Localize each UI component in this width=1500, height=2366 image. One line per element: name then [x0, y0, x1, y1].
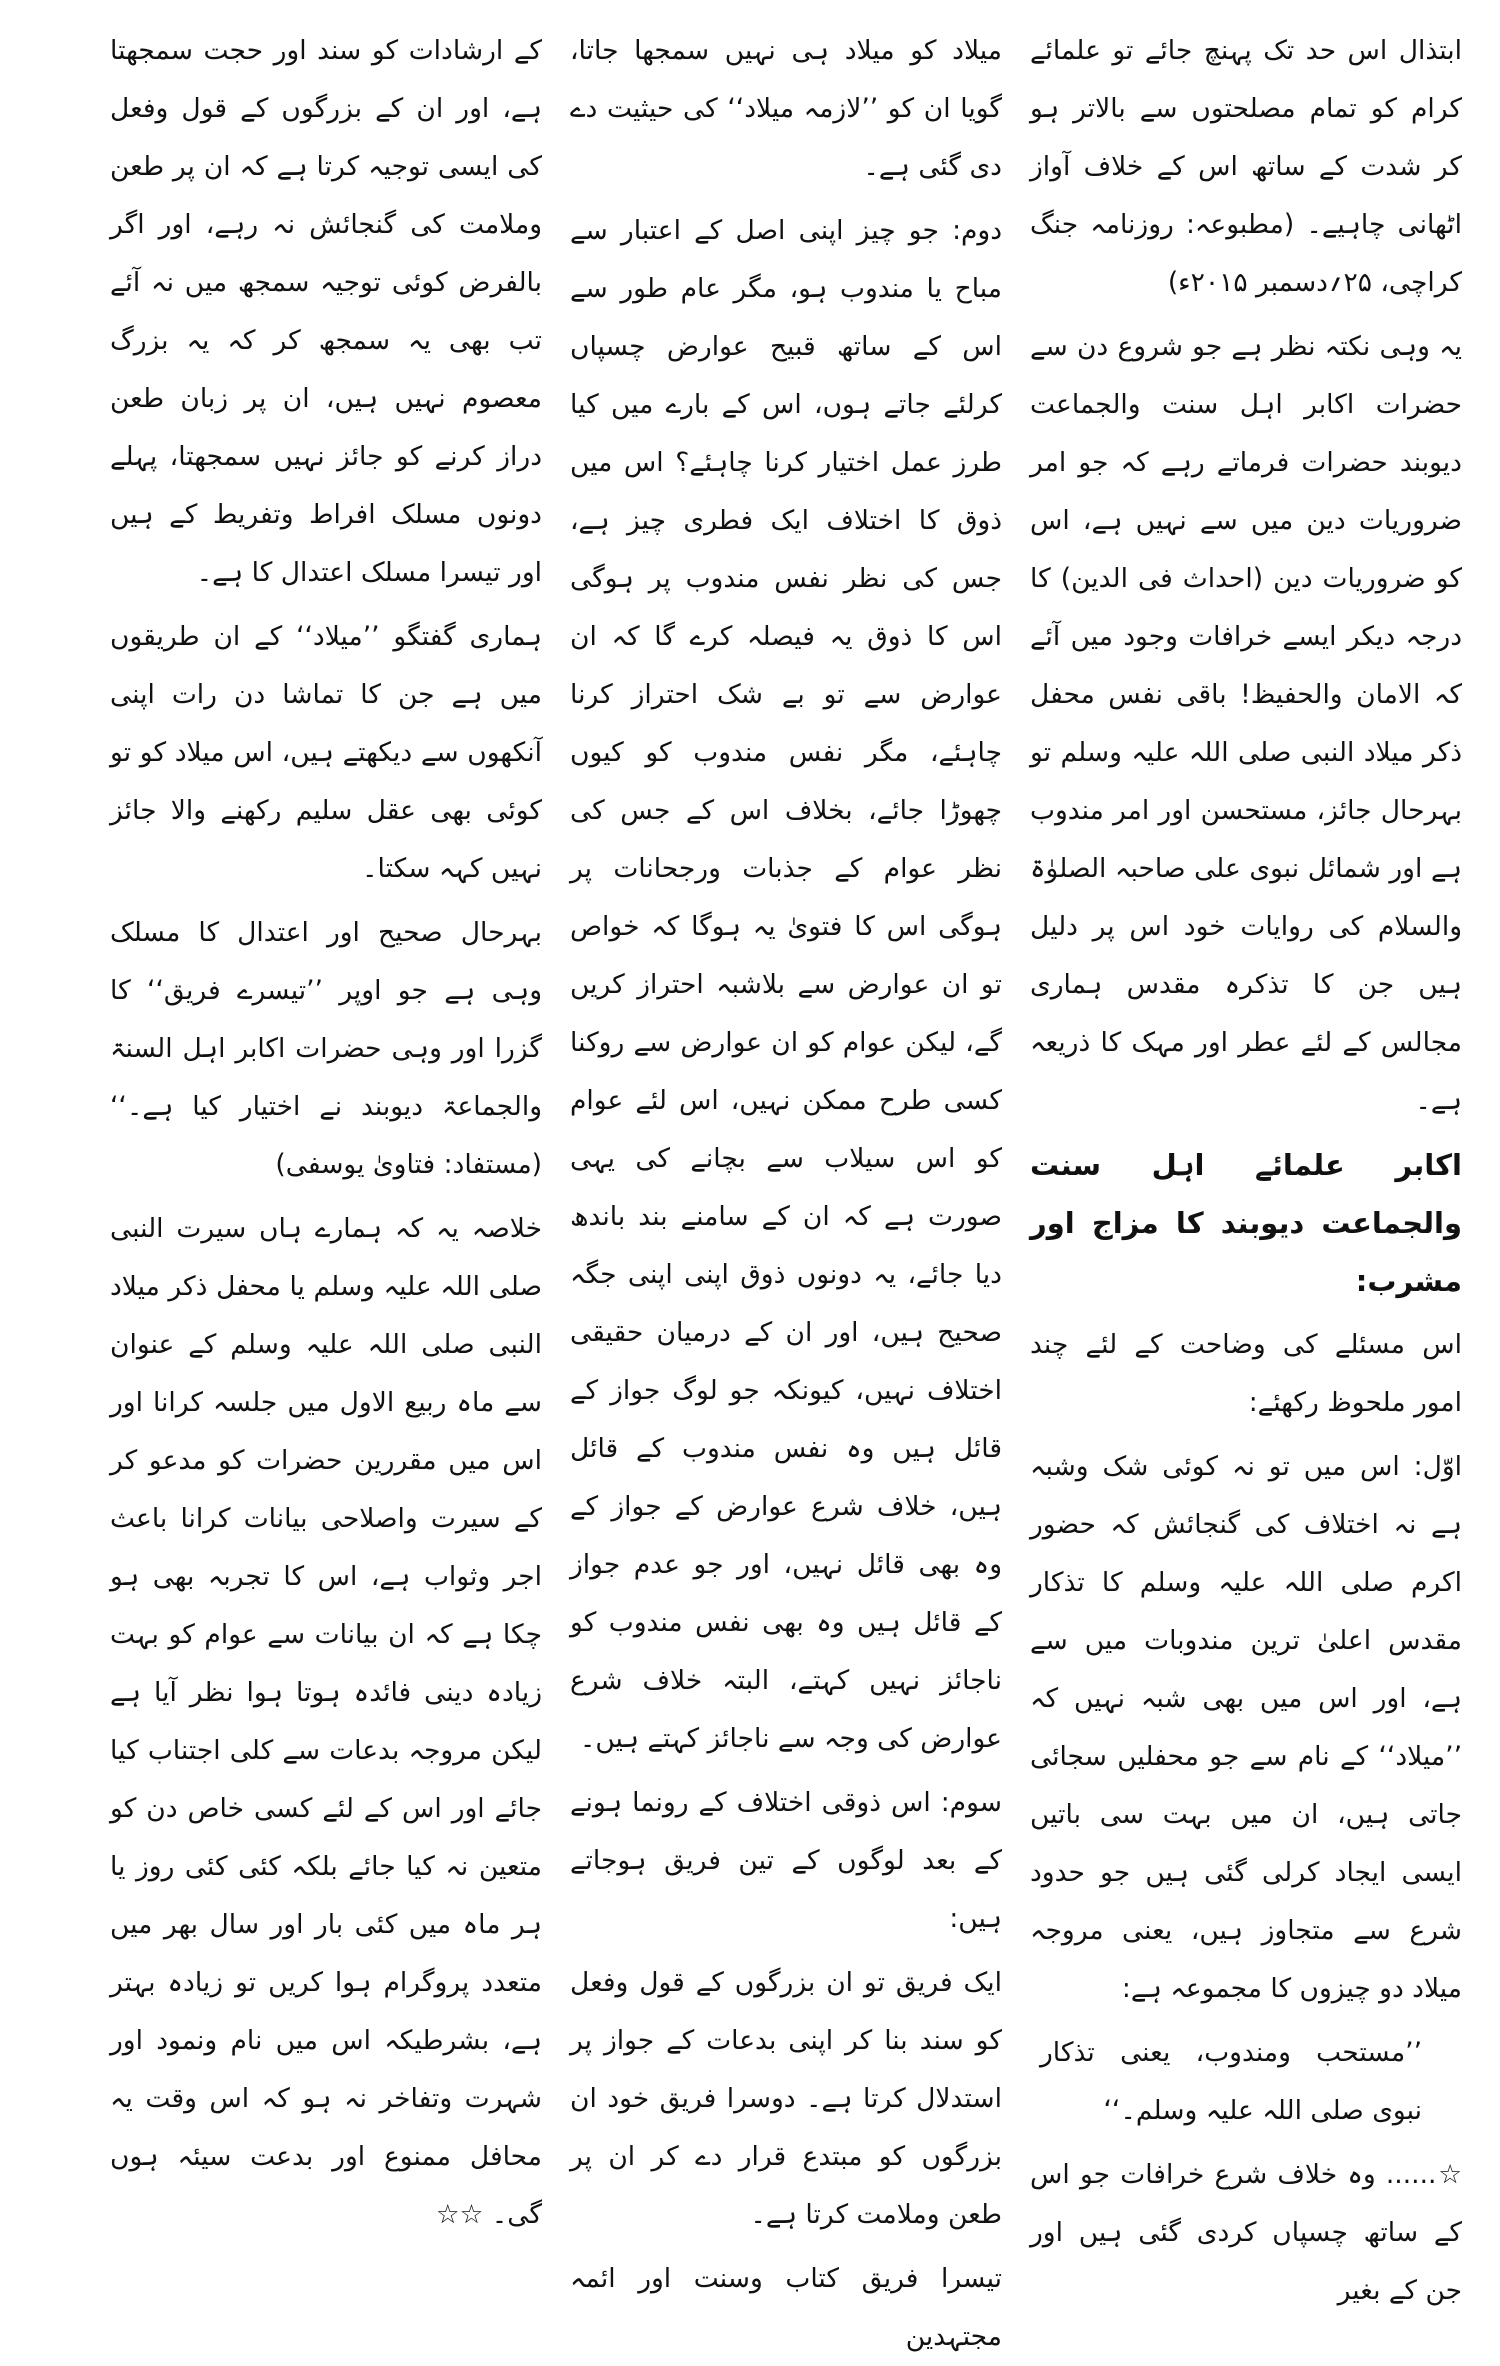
- paragraph: میلاد کو میلاد ہی نہیں سمجھا جاتا، گویا ان کو ’’لازمہ میلاد‘‘ کی حیثیت دے دی گئی ہے۔: [570, 35, 1002, 182]
- paragraph: تیسرا فریق کتاب وسنت اور ائمہ مجتہدین: [570, 2263, 1002, 2352]
- paragraph: بہرحال صحیح اور اعتدال کا مسلک وہی ہے جو اوپر ’’تیسرے فریق‘‘ کا گزرا اور وہی حضرات اکابر اہل السنۃ والجماعۃ دیوبند نے اختیار کیا ہے۔‘‘ (مستفاد: فتاویٰ یوسفی): [110, 917, 542, 1180]
- paragraph: اوّل: اس میں تو نہ کوئی شک وشبہ ہے نہ اختلاف کی گنجائش کہ حضور اکرم صلی اللہ علیہ وسلم کا تذکار مقدس اعلیٰ ترین مندوبات میں سے ہے، اور اس میں بھی شبہ نہیں کہ ’’میلاد‘‘ کے نام سے جو محفلیں سجائی جاتی ہیں، ان میں بہت سی باتیں ایسی ایجاد کرلی گئی ہیں جو حدود شرع سے متجاوز ہیں، یعنی مروجہ میلاد دو چیزوں کا مجموعہ ہے:: [1030, 1451, 1462, 2004]
- paragraph: ایک فریق تو ان بزرگوں کے قول وفعل کو سند بنا کر اپنی بدعات کے جواز پر استدلال کرتا ہے۔ دوسرا فریق خود ان بزرگوں کو مبتدع قرار دے کر ان پر طعن وملامت کرتا ہے۔: [570, 1967, 1002, 2230]
- paragraph: کے ارشادات کو سند اور حجت سمجھتا ہے، اور ان کے بزرگوں کے قول وفعل کی ایسی توجیہ کرتا ہے کہ ان پر طعن وملامت کی گنجائش نہ رہے، اور اگر بالفرض کوئی توجیہ سمجھ میں نہ آئے تب بھی یہ سمجھ کر کہ یہ بزرگ معصوم نہیں ہیں، ان پر زبان طعن دراز کرنے کو جائز نہیں سمجھتا، پہلے دونوں مسلک افراط وتفریط کے ہیں اور تیسرا مسلک اعتدال کا ہے۔: [110, 35, 542, 588]
- column-middle: [556, 22, 1016, 2352]
- paragraph: یہ وہی نکتہ نظر ہے جو شروع دن سے حضرات اکابر اہل سنت والجماعت دیوبند حضرات فرماتے رہے کہ جو امر ضروریات دین میں سے نہیں ہے، اس کو ضروریات دین (احداث فی الدین) کا درجہ دیکر ایسے خرافات وجود میں آئے کہ الامان والحفیظ! باقی نفس محفل ذکر میلاد النبی صلی اللہ علیہ وسلم تو بہرحال جائز، مستحسن اور امر مندوب ہے اور شمائل نبوی علی صاحبہ الصلوٰۃ والسلام کی روایات خود اس پر دلیل ہیں جن کا تذکرہ مقدس ہماری مجالس کے لئے عطر اور مہک کا ذریعہ ہے۔: [1030, 331, 1462, 1116]
- section-heading: اکابر علمائے اہل سنت والجماعت دیوبند کا مزاج اور مشرب:: [1030, 1148, 1462, 1298]
- paragraph: ہماری گفتگو ’’میلاد‘‘ کے ان طریقوں میں ہے جن کا تماشا دن رات اپنی آنکھوں سے دیکھتے ہیں، اس میلاد کو تو کوئی بھی عقل سلیم رکھنے والا جائز نہیں کہہ سکتا۔: [110, 621, 542, 884]
- paragraph: ☆...... وہ خلاف شرع خرافات جو اس کے ساتھ چسپاں کردی گئی ہیں اور جن کے بغیر: [1030, 2159, 1462, 2306]
- paragraph: دوم: جو چیز اپنی اصل کے اعتبار سے مباح یا مندوب ہو، مگر عام طور سے اس کے ساتھ قبیح عوارض چسپاں کرلئے جاتے ہوں، اس کے بارے میں کیا طرز عمل اختیار کرنا چاہئے؟ اس میں ذوق کا اختلاف ایک فطری چیز ہے، جس کی نظر نفس مندوب پر ہوگی اس کا ذوق یہ فیصلہ کرے گا کہ ان عوارض سے تو بے شک احتراز کرنا چاہئے، مگر نفس مندوب کو کیوں چھوڑا جائے، بخلاف اس کے جس کی نظر عوام کے جذبات ورجحانات پر ہوگی اس کا فتویٰ یہ ہوگا کہ خواص تو ان عوارض سے بلاشبہ احتراز کریں گے، لیکن عوام کو ان عوارض سے روکنا کسی طرح ممکن نہیں، اس لئے عوام کو اس سیلاب سے بچانے کی یہی صورت ہے کہ ان کے سامنے بند باندھ دیا جائے، یہ دونوں ذوق اپنی اپنی جگہ صحیح ہیں، اور ان کے درمیان حقیقی اختلاف نہیں، کیونکہ جو لوگ جواز کے قائل ہیں وہ نفس مندوب کے قائل ہیں، خلاف شرع عوارض کے جواز کے وہ بھی قائل نہیں، اور جو عدم جواز کے قائل ہیں وہ بھی نفس مندوب کو ناجائز نہیں کہتے، البتہ خلاف شرع عوارض کی وجہ سے ناجائز کہتے ہیں۔: [570, 215, 1002, 1754]
- paragraph: خلاصہ یہ کہ ہمارے ہاں سیرت النبی صلی اللہ علیہ وسلم یا محفل ذکر میلاد النبی صلی اللہ علیہ وسلم کے عنوان سے ماہ ربیع الاول میں جلسہ کرانا اور اس میں مقررین حضرات کو مدعو کر کے سیرت واصلاحی بیانات کرانا باعث اجر وثواب ہے، اس کا تجربہ بھی ہو چکا ہے کہ ان بیانات سے عوام کو بہت زیادہ دینی فائدہ ہوتا ہوا نظر آیا ہے لیکن مروجہ بدعات سے کلی اجتناب کیا جائے اور اس کے لئے کسی خاص دن کو متعین نہ کیا جائے بلکہ کئی کئی روز یا ہر ماہ میں کئی بار اور سال بھر میں متعدد پروگرام ہوا کریں تو زیادہ بہتر ہے، بشرطیکہ اس میں نام ونمود اور شہرت وتفاخر نہ ہو کہ اس وقت یہ محافل ممنوع اور بدعت سیئہ ہوں گی۔ ☆☆: [110, 1213, 542, 2230]
- paragraph: ابتذال اس حد تک پہنچ جائے تو علمائے کرام کو تمام مصلحتوں سے بالاتر ہو کر شدت کے ساتھ اس کے خلاف آواز اٹھانی چاہیے۔ (مطبوعہ: روزنامہ جنگ کراچی، ۲۵؍دسمبر ۲۰۱۵ء): [1030, 35, 1462, 298]
- paragraph: اس مسئلے کی وضاحت کے لئے چند امور ملحوظ رکھئے:: [1030, 1329, 1462, 1418]
- column-left: [96, 22, 556, 2230]
- quote: ’’مستحب ومندوب، یعنی تذکار نبوی صلی اللہ علیہ وسلم۔‘‘: [1040, 2037, 1422, 2126]
- column-right: [1016, 22, 1476, 2306]
- paragraph: سوم: اس ذوقی اختلاف کے رونما ہونے کے بعد لوگوں کے تین فریق ہوجاتے ہیں:: [570, 1787, 1002, 1934]
